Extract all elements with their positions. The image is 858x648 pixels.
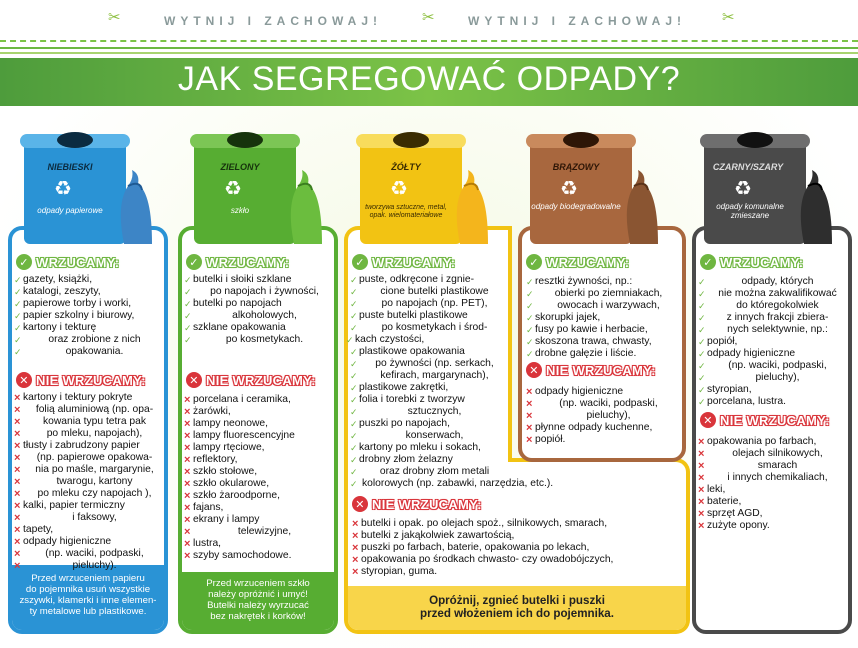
yes-list-black — [698, 276, 848, 408]
list-item: ✓ puste, odkręcone i zgnie- — [350, 274, 510, 286]
yes-header: ✓ WRZUCAMY: — [16, 254, 119, 270]
list-item: × smarach — [698, 460, 848, 472]
cross-icon: ✕ — [700, 412, 716, 428]
list-item: × (np. waciki, podpaski, — [14, 548, 166, 560]
yes-header: ✓ WRZUCAMY: — [700, 254, 803, 270]
list-item: ✓ plastikowe zakrętki, — [350, 382, 510, 394]
list-item: ✓ oraz drobny złom metali — [350, 466, 510, 478]
list-item: × odpady higieniczne — [526, 386, 682, 398]
no-header: ✕ NIE WRZUCAMY: — [352, 496, 482, 512]
list-item: ✓ sztucznych, — [350, 406, 510, 418]
scissors-icon: ✂ — [422, 9, 435, 26]
bin-subtitle: odpady papierowe — [37, 206, 103, 215]
list-item: × leki, — [698, 484, 848, 496]
list-item: ✓ do któregokolwiek — [698, 300, 848, 312]
cross-icon: ✕ — [186, 372, 202, 388]
yes-header: ✓ WRZUCAMY: — [526, 254, 629, 270]
list-item: × kalki, papier termiczny — [14, 500, 166, 512]
list-item: × olejach silnikowych, — [698, 448, 848, 460]
no-header: ✕ NIE WRZUCAMY: — [526, 362, 656, 378]
list-item: × porcelana i ceramika, — [184, 394, 336, 406]
list-item: ✓ kartony po mleku i sokach, — [350, 442, 510, 454]
list-item: × twarogu, kartony — [14, 476, 166, 488]
list-item: ✓ odpady, których — [698, 276, 848, 288]
list-item: × pieluchy). — [14, 560, 166, 572]
yes-list-green — [184, 274, 336, 346]
list-item: × nia po maśle, margarynie, — [14, 464, 166, 476]
list-item: ✓ plastikowe opakowania — [350, 346, 510, 358]
bin-green-icon — [190, 126, 340, 244]
cross-icon: ✕ — [352, 496, 368, 512]
list-item: ✓ pieluchy), — [698, 372, 848, 384]
list-item: × butelki i opak. po olejach spoż., silnikowych, smarach, — [352, 518, 688, 530]
check-icon: ✓ — [16, 254, 32, 270]
bin-brown-icon — [526, 126, 676, 244]
list-item: ✓ puszki po napojach, — [350, 418, 510, 430]
list-item: × lampy neonowe, — [184, 418, 336, 430]
check-icon: ✓ — [700, 254, 716, 270]
recycle-icon: ♻ — [560, 178, 578, 200]
check-icon: ✓ — [186, 254, 202, 270]
bin-subtitle: odpady komunalne zmieszane — [716, 202, 784, 220]
list-item: ✓ porcelana, lustra. — [698, 396, 848, 408]
list-item: ✓ gazety, książki, — [14, 274, 166, 286]
bin-name: ZIELONY — [220, 162, 260, 172]
list-item: ✓ drobny złom żelazny — [350, 454, 510, 466]
divider — [0, 52, 858, 54]
cut-label: WYTNIJ I ZACHOWAJ! — [468, 14, 686, 28]
list-item: × sprzęt AGD, — [698, 508, 848, 520]
list-item: × puszki po farbach, baterie, opakowania po lekach, — [352, 542, 688, 554]
no-list-brown — [526, 386, 682, 446]
list-item: ✓ kach czystości, — [350, 334, 510, 346]
list-item: ✓ butelki i słoiki szklane — [184, 274, 336, 286]
list-item: ✓ po napojach (np. PET), — [350, 298, 510, 310]
list-item: ✓ kefirach, margarynach), — [350, 370, 510, 382]
note-yellow: Opróżnij, zgnieć butelki i puszki przed włożeniem ich do pojemnika. — [420, 594, 614, 620]
list-item: × szyby samochodowe. — [184, 550, 336, 562]
list-item: ✓ (np. waciki, podpaski, — [698, 360, 848, 372]
list-item: ✓ puste butelki plastikowe — [350, 310, 510, 322]
no-header: ✕ NIE WRZUCAMY: — [186, 372, 316, 388]
list-item: × lampy rtęciowe, — [184, 442, 336, 454]
check-icon: ✓ — [352, 254, 368, 270]
note-green: Przed wrzuceniem szkło należy opróżnić i umyć! Butelki należy wyrzucać bez nakrętek i korków! — [206, 578, 310, 622]
list-item: ✓ folia i torebki z tworzyw — [350, 394, 510, 406]
list-item: × reflektory, — [184, 454, 336, 466]
bin-name: NIEBIESKI — [47, 162, 93, 172]
list-item: ✓ alkoholowych, — [184, 310, 336, 322]
list-item: ✓ po żywności (np. serkach, — [350, 358, 510, 370]
check-icon: ✓ — [526, 254, 542, 270]
list-item: × po mleku, napojach), — [14, 428, 166, 440]
list-item: ✓ resztki żywności, np.: — [526, 276, 682, 288]
recycle-icon: ♻ — [224, 178, 242, 200]
list-item: ✓ oraz zrobione z nich — [14, 334, 166, 346]
list-item: × opakowania po farbach, — [698, 436, 848, 448]
list-item: ✓ kartony i tekturę — [14, 322, 166, 334]
list-item: × styropian, guma. — [352, 566, 688, 578]
list-item: ✓ opakowania. — [14, 346, 166, 358]
list-item: ✓ styropian, — [698, 384, 848, 396]
bin-name: BRĄZOWY — [552, 162, 600, 172]
list-item: × lustra, — [184, 538, 336, 550]
no-header: ✕ NIE WRZUCAMY: — [700, 412, 830, 428]
list-item: × i faksowy, — [14, 512, 166, 524]
list-item: × tapety, — [14, 524, 166, 536]
list-item: ✓ skorupki jajek, — [526, 312, 682, 324]
recycle-icon: ♻ — [54, 178, 72, 200]
list-item: × szkło stołowe, — [184, 466, 336, 478]
scissors-icon: ✂ — [722, 9, 735, 26]
list-item: ✓ skoszona trawa, chwasty, — [526, 336, 682, 348]
list-item: × ekrany i lampy — [184, 514, 336, 526]
cross-icon: ✕ — [16, 372, 32, 388]
list-item: ✓ szklane opakowania — [184, 322, 336, 334]
list-item: × folią aluminiową (np. opa- — [14, 404, 166, 416]
list-item: × płynne odpady kuchenne, — [526, 422, 682, 434]
list-item: × i innych chemikaliach, — [698, 472, 848, 484]
list-item: ✓ popiół, — [698, 336, 848, 348]
cut-line — [0, 40, 858, 42]
yes-list-blue — [14, 274, 166, 358]
list-item: ✓ papierowe torby i worki, — [14, 298, 166, 310]
bin-subtitle: szkło — [230, 206, 250, 215]
list-item: ✓ konserwach, — [350, 430, 510, 442]
list-item: × baterie, — [698, 496, 848, 508]
cut-banner — [0, 0, 858, 42]
list-item: ✓ butelki po napojach — [184, 298, 336, 310]
list-item: ✓ po kosmetykach. — [184, 334, 336, 346]
no-list-black — [698, 436, 848, 532]
yes-header: ✓ WRZUCAMY: — [352, 254, 455, 270]
list-item: ✓ drobne gałęzie i liście. — [526, 348, 682, 360]
list-item: × zużyte opony. — [698, 520, 848, 532]
scissors-icon: ✂ — [108, 9, 121, 26]
list-item: × szkło okularowe, — [184, 478, 336, 490]
list-item: × opakowania po środkach chwasto- czy owadobójczych, — [352, 554, 688, 566]
list-item: × lampy fluorescencyjne — [184, 430, 336, 442]
no-header: ✕ NIE WRZUCAMY: — [16, 372, 146, 388]
list-item: × odpady higieniczne — [14, 536, 166, 548]
list-item: ✓ kolorowych (np. zabawki, narzędzia, etc.). — [350, 478, 590, 490]
list-item: ✓ fusy po kawie i herbacie, — [526, 324, 682, 336]
list-item: ✓ obierki po ziemniakach, — [526, 288, 682, 300]
no-list-yellow — [352, 518, 688, 578]
list-item: × kowania typu tetra pak — [14, 416, 166, 428]
list-item: × popiół. — [526, 434, 682, 446]
list-item: × fajans, — [184, 502, 336, 514]
bin-subtitle: tworzywa sztuczne, metal, opak. wielomateriałowe — [365, 204, 447, 219]
list-item: × szkło żaroodporne, — [184, 490, 336, 502]
yes-header: ✓ WRZUCAMY: — [186, 254, 289, 270]
list-item: × butelki z jakąkolwiek zawartością, — [352, 530, 688, 542]
no-list-green — [184, 394, 336, 562]
list-item: ✓ nych selektywnie, np.: — [698, 324, 848, 336]
list-item: × (np. waciki, podpaski, — [526, 398, 682, 410]
cut-label: WYTNIJ I ZACHOWAJ! — [164, 14, 382, 28]
list-item: ✓ katalogi, zeszyty, — [14, 286, 166, 298]
list-item: × telewizyjne, — [184, 526, 336, 538]
bin-yellow-icon — [356, 126, 506, 244]
no-list-blue — [14, 392, 166, 572]
divider — [0, 47, 858, 49]
list-item: ✓ cione butelki plastikowe — [350, 286, 510, 298]
note-blue: Przed wrzuceniem papieru do pojemnika usuń wszystkie zszywki, klamerki i inne elemen- ty metalowe lub plastikowe. — [19, 573, 157, 617]
list-item: × żarówki, — [184, 406, 336, 418]
recycle-icon: ♻ — [390, 178, 408, 200]
bin-name: ŻÓŁTY — [391, 162, 421, 172]
page-title: JAK SEGREGOWAĆ ODPADY? — [177, 60, 681, 98]
recycle-icon: ♻ — [734, 178, 752, 200]
list-item: × po mleku czy napojach ), — [14, 488, 166, 500]
list-item: ✓ po napojach i żywności, — [184, 286, 336, 298]
yes-list-brown — [526, 276, 682, 360]
list-item: × kartony i tektury pokryte — [14, 392, 166, 404]
list-item: × (np. papierowe opakowa- — [14, 452, 166, 464]
bin-black-icon — [700, 126, 850, 244]
list-item: × tłusty i zabrudzony papier — [14, 440, 166, 452]
list-item: ✓ nie można zakwalifikować — [698, 288, 848, 300]
bin-name: CZARNY/SZARY — [712, 162, 784, 172]
list-item: ✓ po kosmetykach i środ- — [350, 322, 510, 334]
list-item: ✓ papier szkolny i biurowy, — [14, 310, 166, 322]
list-item: ✓ z innych frakcji zbiera- — [698, 312, 848, 324]
cross-icon: ✕ — [526, 362, 542, 378]
bin-subtitle: odpady biodegradowalne — [531, 202, 621, 211]
bin-blue-icon — [20, 126, 170, 244]
list-item: ✓ odpady higieniczne — [698, 348, 848, 360]
list-item: ✓ owocach i warzywach, — [526, 300, 682, 312]
list-item: × pieluchy), — [526, 410, 682, 422]
